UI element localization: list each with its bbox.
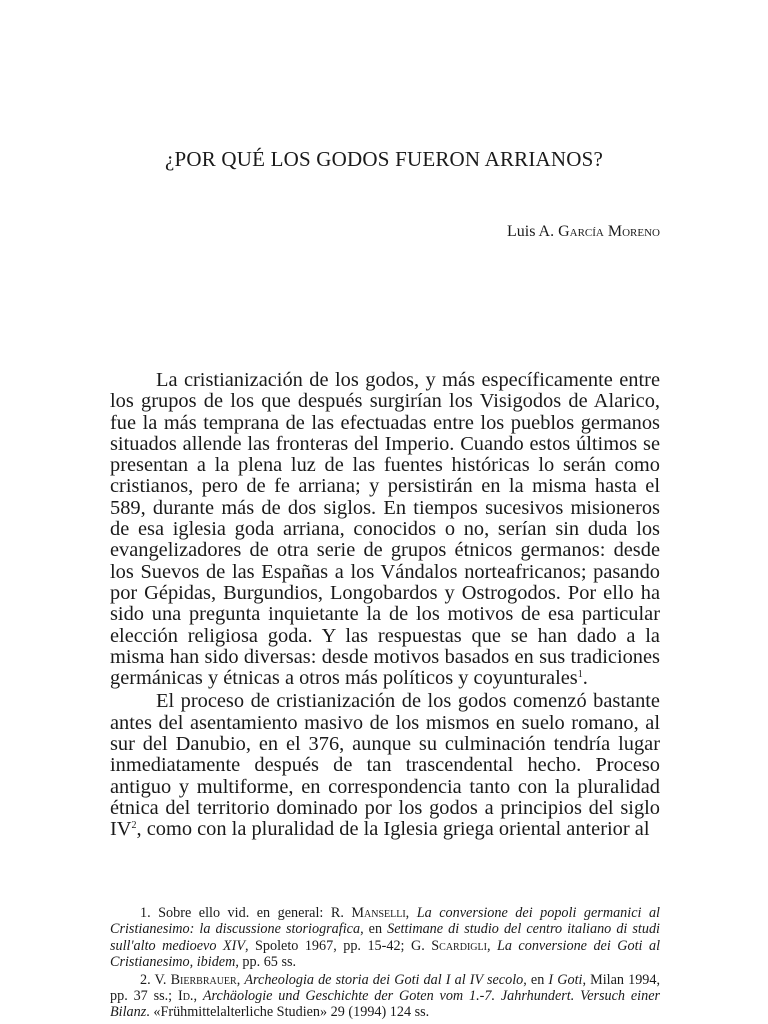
footnote-1-author-a: Manselli	[351, 905, 406, 921]
footnote-1-text-a: Sobre ello vid. en general: R.	[158, 905, 344, 921]
footnote-1: 1. Sobre ello vid. en general: R. Manselli, La conversione dei popoli germanici al Cristianesimo: la discussione storiografica, en Settimane di studio del centro italiano di studi sull'alto medioevo XIV, Spoleto 1967, pp. 15-42; G. Scardigli, La conversione dei Goti al Cristianesimo, ibidem, pp. 65 ss.	[110, 905, 661, 971]
author-given-name: Luis A.	[506, 223, 555, 240]
paragraph-1	[110, 370, 660, 689]
main-text	[110, 370, 660, 841]
footnote-2-author-b: Id.	[177, 988, 194, 1005]
footnote-2-text-e: , Milan 1994, pp. 37 ss.;	[110, 971, 661, 1005]
footnote-2-author-a: Bierbrauer	[170, 971, 237, 988]
paragraph-2-text-a: El proceso de cristianización de los godos comenzó bastante antes del asentamiento masivo de los mismos en suelo romano, al sur del Danubio, en el 376, aunque su culminación tendría lugar inmediatamente después de tan trascendental hecho. Proceso antiguo y multiforme, en correspondencia tanto con la pluralidad étnica del territorio dominado por los godos a principios del siglo IV	[110, 690, 660, 841]
footnote-2-title-b: I Goti	[548, 971, 583, 988]
paragraph-1-tail: .	[582, 667, 588, 690]
footnote-2-text-g: . «Frühmittelalterliche Studien» 29 (1994) 124 ss.	[146, 1004, 430, 1021]
footnote-2: 2. V. Bierbrauer, Archeologia de storia dei Goti dal I al IV secolo, en I Goti, Milan 1994, pp. 37 ss.; Id., Archäologie und Geschichte der Goten vom 1.-7. Jahrhundert. Versuch einer Bilanz. «Frühmittelalterliche Studien» 29 (1994) 124 ss.	[110, 971, 661, 1021]
footnote-1-text-e: , Spoleto 1967, pp. 15-42; G.	[244, 937, 425, 954]
footnote-1-title-a: La conversione dei popoli germanici al Cristianesimo: la discussione storiografica	[110, 905, 660, 938]
footnote-1-text-g: , pp. 65 ss.	[235, 954, 297, 971]
footnote-2-title-a: Archeologia de storia dei Goti dal I al IV secolo	[244, 971, 524, 988]
footnote-ref-1: 1	[577, 669, 583, 681]
footnotes	[110, 905, 660, 1021]
paragraph-2-text-b: , como con la pluralidad de la Iglesia griega oriental anterior al	[136, 818, 650, 841]
footnote-1-title-b: Settimane di studio del centro italiano di studi sull'alto medioevo XIV	[110, 921, 660, 954]
footnote-1-text-c: , en	[360, 921, 383, 938]
footnote-1-number: 1.	[140, 905, 151, 921]
footnote-2-text-a: V.	[154, 971, 167, 988]
footnote-1-author-b: Scardigli	[431, 937, 487, 954]
author-line	[507, 223, 660, 241]
paragraph-1-text: La cristianización de los godos, y más específicamente entre los grupos de los que después surgirían los Visigodos de Alarico, fue la más temprana de las efectuadas entre los pueblos germanos situados allende las fronteras del Imperio. Cuando estos últimos se presentan a la plena luz de las fuentes históricas lo serán como cristianos, pero de fe arriana; y persistirán en la misma hasta el 589, durante más de dos siglos. En tiempos sucesivos misioneros de esa iglesia goda arriana, conocidos o no, serían sin duda los evangelizadores de otra serie de grupos étnicos germanos: desde los Suevos de las Españas a los Vándalos norteafricanos; pasando por Gépidas, Burgundios, Longobardos y Ostrogodos. Por ello ha sido una pregunta inquietante la de los motivos de esa particular elección religiosa goda. Y las respuestas que se han dado a la misma han sido diversas: desde motivos basados en sus tradiciones germánicas y étnicas a otros más políticos y coyunturales	[110, 369, 660, 690]
author-surname: García Moreno	[558, 223, 660, 240]
paragraph-2	[110, 691, 660, 840]
footnote-2-text-c: , en	[523, 971, 545, 988]
chapter-title: ¿POR QUÉ LOS GODOS FUERON ARRIANOS?	[164, 147, 604, 171]
footnote-2-number: 2.	[140, 971, 151, 988]
footnote-ref-2: 2	[131, 820, 137, 832]
footnote-1-title-c: La conversione dei Goti al Cristianesimo, ibidem	[110, 937, 661, 971]
footnote-2-title-c: Archäologie und Geschichte der Goten vom 1.-7. Jahrhundert. Versuch einer Bilanz	[110, 988, 661, 1021]
